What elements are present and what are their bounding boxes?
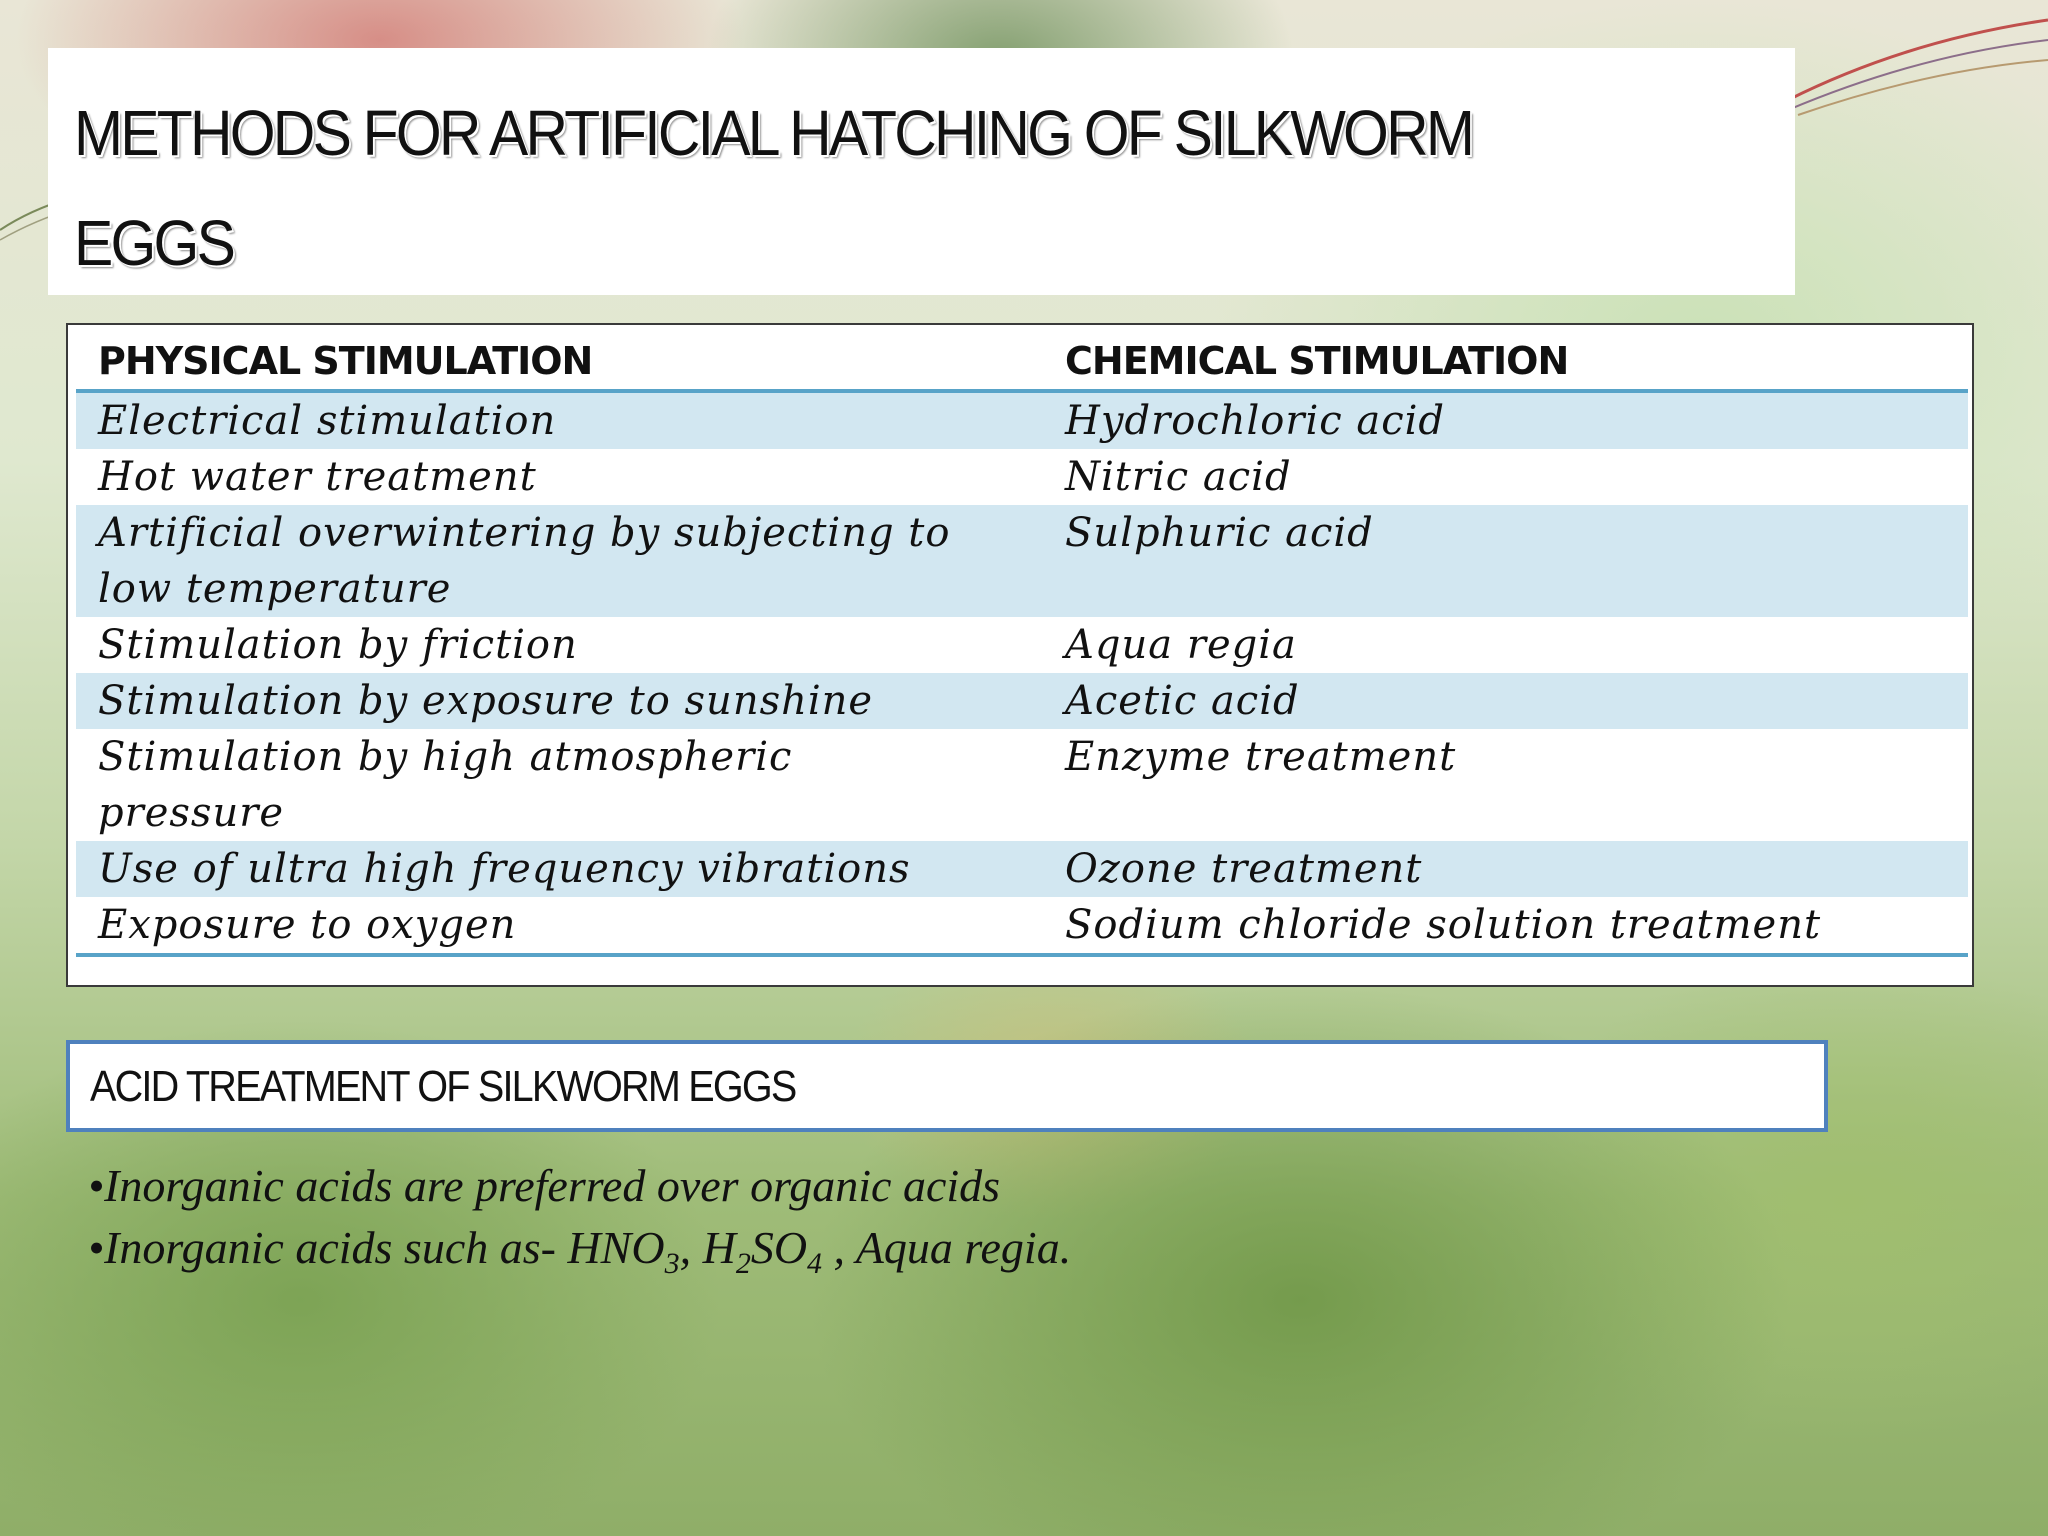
chemical-cell: Nitric acid	[1043, 449, 1968, 505]
stimulation-table-container	[66, 323, 1974, 987]
page-title: METHODS FOR ARTIFICIAL HATCHING OF SILKWORM EGGS	[74, 97, 1473, 279]
bullet-marker: •	[88, 1160, 105, 1211]
bullet-list	[88, 1155, 1071, 1295]
physical-cell: Use of ultra high frequency vibrations	[76, 841, 1043, 897]
physical-cell: Artificial overwintering by subjecting to low temperature	[76, 505, 1043, 617]
bullet-text-part: SO	[750, 1222, 808, 1273]
stimulation-table	[76, 333, 1968, 957]
table-row	[76, 673, 1968, 729]
chemical-cell: Sulphuric acid	[1043, 505, 1968, 617]
table-row	[76, 897, 1968, 955]
table-row	[76, 505, 1968, 617]
table-row	[76, 729, 1968, 841]
title-box	[48, 48, 1795, 295]
subscript: 4	[807, 1247, 823, 1281]
physical-cell: Stimulation by friction	[76, 617, 1043, 673]
table-row	[76, 617, 1968, 673]
chemical-cell: Acetic acid	[1043, 673, 1968, 729]
chemical-cell: Hydrochloric acid	[1043, 391, 1968, 449]
subscript: 2	[735, 1247, 751, 1281]
column-header-chemical: CHEMICAL STIMULATION	[1043, 333, 1968, 391]
physical-cell: Electrical stimulation	[76, 391, 1043, 449]
bullet-text-part: , H	[679, 1222, 736, 1273]
physical-cell: Stimulation by high atmospheric pressure	[76, 729, 1043, 841]
bullet-text: Inorganic acids are preferred over organic acids	[104, 1160, 1001, 1211]
subscript: 3	[664, 1247, 680, 1281]
decorative-swoosh-right	[1788, 10, 2048, 130]
column-header-physical: PHYSICAL STIMULATION	[76, 333, 1043, 391]
list-item	[88, 1217, 1071, 1295]
bullet-text-prefix: Inorganic acids such as- HNO	[104, 1222, 665, 1273]
bullet-text-suffix: , Aqua regia.	[822, 1222, 1072, 1273]
acid-treatment-box	[66, 1040, 1828, 1132]
table-row	[76, 841, 1968, 897]
chemical-cell: Sodium chloride solution treatment	[1043, 897, 1968, 955]
table-header-row	[76, 333, 1968, 391]
physical-cell: Stimulation by exposure to sunshine	[76, 673, 1043, 729]
table-row	[76, 449, 1968, 505]
chemical-cell: Enzyme treatment	[1043, 729, 1968, 841]
list-item	[88, 1155, 1071, 1217]
physical-cell: Hot water treatment	[76, 449, 1043, 505]
section-heading: ACID TREATMENT OF SILKWORM EGGS	[90, 1062, 796, 1111]
bullet-marker: •	[88, 1222, 105, 1273]
chemical-cell: Aqua regia	[1043, 617, 1968, 673]
physical-cell: Exposure to oxygen	[76, 897, 1043, 955]
table-row	[76, 391, 1968, 449]
chemical-cell: Ozone treatment	[1043, 841, 1968, 897]
